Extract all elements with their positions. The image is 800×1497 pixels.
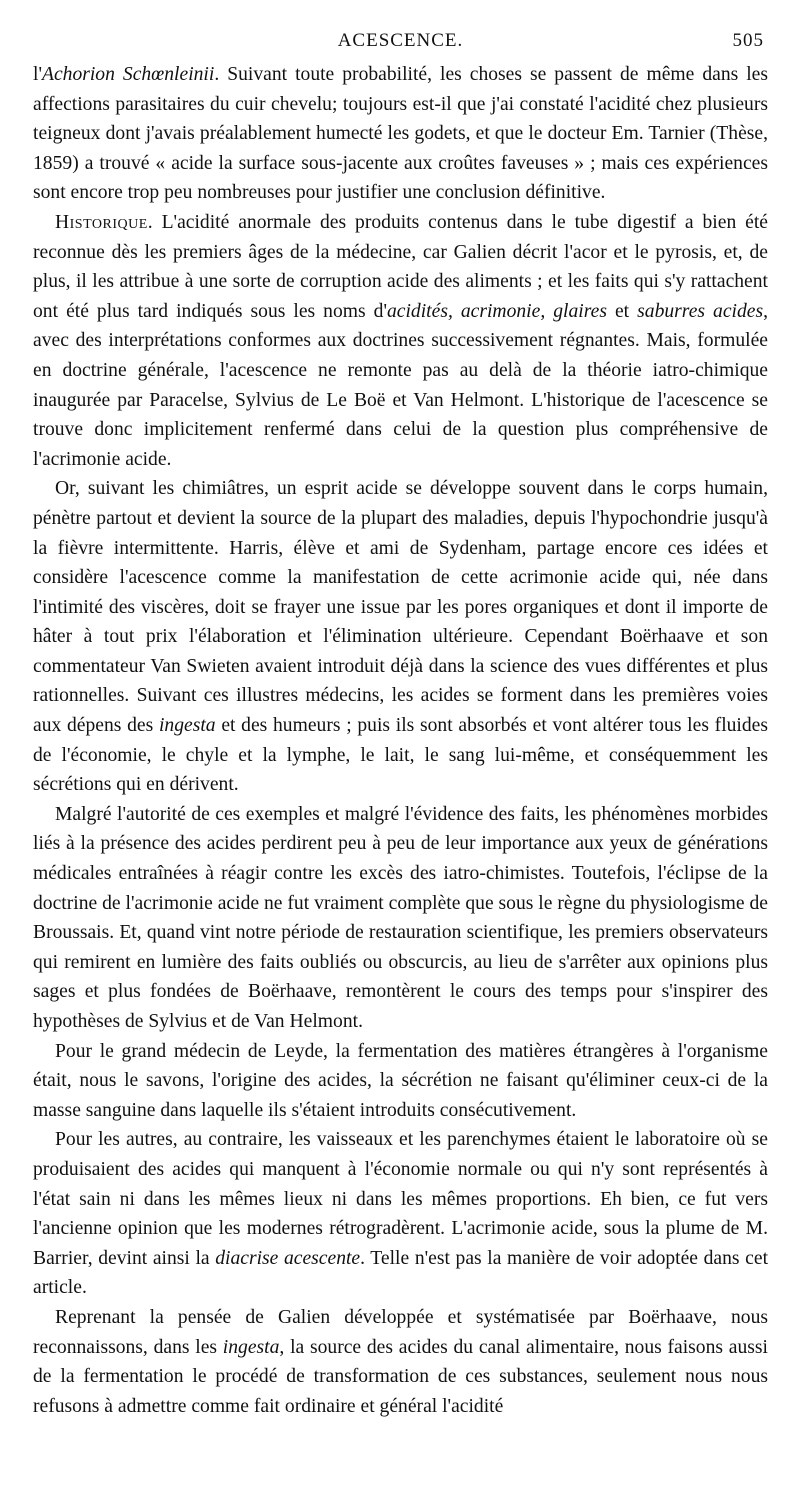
text-run: et des humeurs ; puis ils sont absorbés et vont altérer tous les fluides de l'économie, le chyle et la lymphe, le lait, le sang lui-même, et conséquemment les sécrétions qui en dérivent. xyxy=(33,715,768,796)
text-run: Or, suivant les chimiâtres, un esprit acide se développe souvent dans le corps humain, pénètre partout et devient la source de la plupart des maladies, depuis l'hypochondrie jusqu'à la fièvre intermittente. Harris, élève et ami de Sydenham, partage encore ces idées et considère l'acescence comme la manifestation de cette acrimonie acide qui, née dans l'intimité des viscères, doit se frayer une issue par les pores organiques et dont il importe de hâter à tout prix l'élaboration et l'élimination ultérieure. Cependant Boërhaave et son commentateur Van Swieten avaient introduit déjà dans la science des vues différentes et plus rationnelles. Suivant ces illustres médecins, les acides se forment dans les premières voies aux dépens des xyxy=(33,478,768,737)
italic-text: acidités, acrimonie, glaires xyxy=(387,300,607,322)
page-number: 505 xyxy=(732,30,764,51)
text-run: et xyxy=(606,300,638,322)
running-title: ACESCENCE. xyxy=(337,30,464,51)
paragraph xyxy=(33,208,768,474)
paragraph xyxy=(33,474,768,800)
text-run: l' xyxy=(33,64,42,85)
section-heading: Historique xyxy=(55,211,148,233)
italic-text: diacrise acescente xyxy=(215,1247,361,1269)
italic-text: ingesta xyxy=(222,1336,280,1358)
book-page xyxy=(33,30,768,1421)
text-run: Malgré l'autorité de ces exemples et malgré l'évidence des faits, les phénomènes morbides liés à la présence des acides perdirent peu à peu de leur importance aux yeux de générations médicales entraînées à réagir contre les excès des iatro-chimistes. Toutefois, l'éclipse de la doctrine de l'acrimonie acide ne fut vraiment complète que sous le règne du physiologisme de Broussais. Et, quand vint notre période de restauration scientifique, les premiers observateurs qui remirent en lumière des faits oubliés ou obscurcis, au lieu de s'arrêter aux opinions plus sages et plus fondées de Boërhaave, remontèrent le cours des temps pour s'inspirer des hypothèses de Sylvius et de Van Helmont. xyxy=(33,803,768,1032)
paragraph xyxy=(33,800,768,1037)
text-run: Pour le grand médecin de Leyde, la fermentation des matières étrangères à l'organisme était, nous le savons, l'origine des acides, la sécrétion ne faisant qu'éliminer ceux-ci de la masse sanguine dans laquelle ils s'étaient introduits consécutivement. xyxy=(33,1040,768,1121)
text-run: , la source des acides du canal alimentaire, nous faisons aussi de la fermentation le procédé de transformation de ces substances, seulement nous nous refusons à admettre comme fait ordinaire et général l'acidité xyxy=(33,1336,768,1417)
running-head xyxy=(33,30,768,60)
italic-text: ingesta xyxy=(158,715,216,737)
text-run: . Suivant toute probabilité, les choses se passent de même dans les affections parasitaires du cuir chevelu; toujours est-il que j'ai constaté l'acidité chez plusieurs teigneux dont j'avais préalablement humecté les godets, et que le docteur Em. Tarnier (Thèse, 1859) a trouvé « acide la surface sous-jacente aux croûtes faveuses » ; mais ces expériences sont encore trop peu nombreuses pour justifier une conclusion définitive. xyxy=(33,64,768,204)
paragraph xyxy=(33,60,768,208)
text-run: Reprenant la pensée de Galien développée et systématisée par Boërhaave, nous reconnaissons, dans les xyxy=(33,1306,768,1358)
text-run: Pour les autres, au contraire, les vaisseaux et les parenchymes étaient le laboratoire où se produisaient des acides qui manquent à l'économie normale ou qui n'y sont représentés à l'état sain ni dans les mêmes lieux ni dans les mêmes proportions. Eh bien, ce fut vers l'ancienne opinion que les modernes rétrogradèrent. L'acrimonie acide, sous la plume de M. Barrier, devint ainsi la xyxy=(33,1129,768,1269)
paragraph xyxy=(33,1125,768,1303)
article-body xyxy=(33,60,768,1421)
italic-text: Achorion Schœnleinii xyxy=(41,64,215,85)
paragraph xyxy=(33,1037,768,1126)
text-run: , avec des interprétations conformes aux doctrines successivement régnantes. Mais, formulée en doctrine générale, l'acescence ne remonte pas au delà de la théorie iatro-chimique inaugurée par Paracelse, Sylvius de Le Boë et Van Helmont. L'historique de l'acescence se trouve donc implicitement renfermé dans celui de la question plus compréhensive de l'acrimonie acide. xyxy=(33,300,769,470)
paragraph xyxy=(33,1303,768,1421)
text-run: . Telle n'est pas la manière de voir adoptée dans cet article. xyxy=(33,1247,769,1299)
text-run: . L'acidité anormale des produits contenus dans le tube digestif a bien été reconnue dès les premiers âges de la médecine, car Galien décrit l'acor et le pyrosis, et, de plus, il les attribue à une sorte de corruption acide des aliments ; et les faits qui s'y rattachent ont été plus tard indiqués sous les noms d' xyxy=(33,211,768,322)
italic-text: saburres acides xyxy=(637,300,764,322)
